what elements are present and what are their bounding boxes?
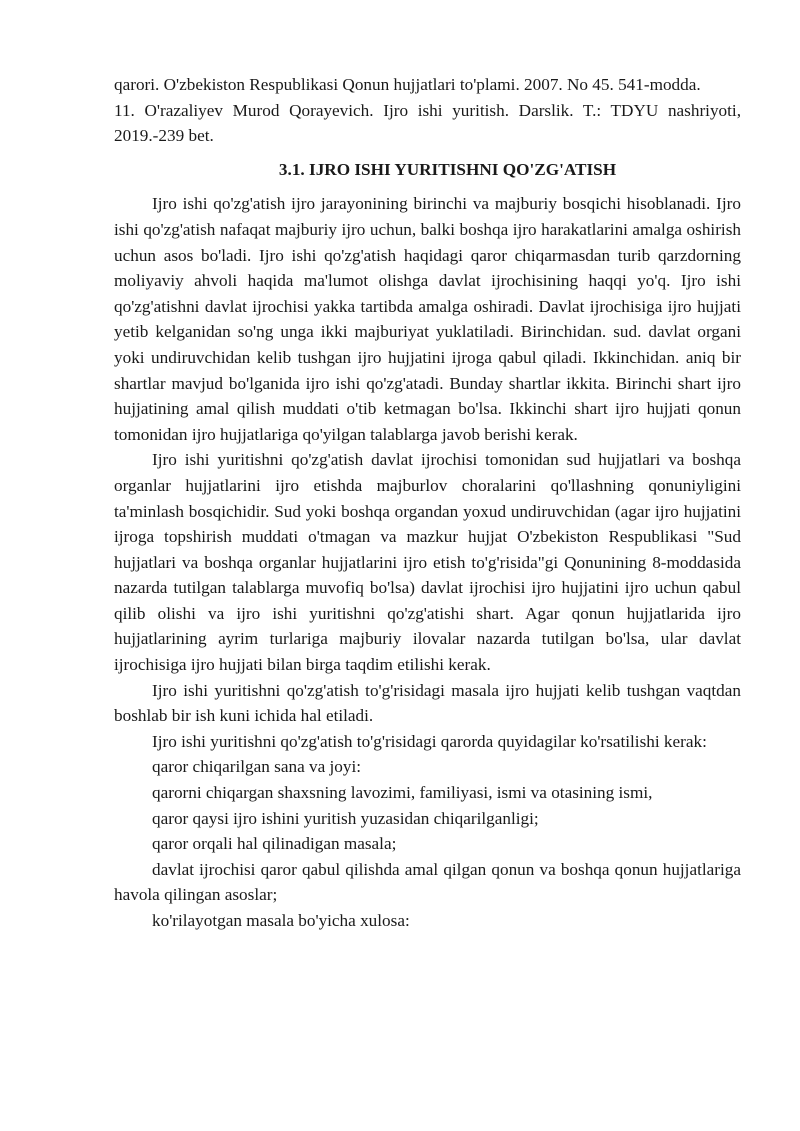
- body-paragraph: Ijro ishi qo'zg'atish ijro jarayonining birinchi va majburiy bosqichi hisoblanadi. Ijro ishi qo'zg'atish nafaqat majburiy ijro uchun, balki boshqa ijro harakatlarini amalga oshirish uchun asos bo'ladi. Ijro ishi qo'zg'atish haqidagi qaror chiqarmasdan turib qarzdorning moliyaviy ahvoli haqida ma'lumot olishga davlat ijrochisining haqqi yo'q. Ijro ishi qo'zg'atishni davlat ijrochisi yakka tartibda amalga oshiradi. Davlat ijrochisiga ijro hujjati yetib kelganidan so'ng unga ikki majburiyat yuklatiladi. Birinchidan. sud. davlat organi yoki undiruvchidan kelib tushgan ijro hujjatini ijroga qabul qiladi. Ikkinchidan. aniq bir shartlar mavjud bo'lganida ijro ishi qo'zg'atadi. Bunday shartlar ikkita. Birinchi shart ijro hujjatining amal qilish muddati o'tib ketmagan bo'lsa. Ikkinchi shart ijro hujjati qonun tomonidan ijro hujjatlariga qo'yilgan talablarga javob berishi kerak.: [114, 194, 741, 444]
- body-paragraph: Ijro ishi yuritishni qo'zg'atish to'g'risidagi qarorda quyidagilar ko'rsatilishi kerak:: [152, 731, 707, 751]
- reference-item: qarori. O'zbekiston Respublikasi Qonun hujjatlari to'plami. 2007. No 45. 541-modda.: [114, 75, 701, 94]
- body-paragraph: Ijro ishi yuritishni qo'zg'atish davlat ijrochisi tomonidan sud hujjatlari va boshqa organlar hujjatlarini ijro etishda majburlov choralarini qo'llashning qonuniyligini ta'minlash bosqichidir. Sud yoki boshqa organdan yoxud undiruvchidan (agar ijro hujjatini ijroga topshirish muddati o'tmagan va mazkur hujjat O'zbekiston Respublikasi "Sud hujjatlari va boshqa organlar hujjatlarini ijro etish to'g'risida"gi Qonunining 8-moddasida nazarda tutilgan talablarga muvofiq bo'lsa) davlat ijrochisi ijro hujjatini ijro uchun qabul qilib olishi va ijro ishi yuritishni qo'zg'atishi shart. Agar qonun hujjatlarida ijro hujjatlarining ayrim turlariga majburiy ilovalar nazarda tutilgan bo'lsa, ular davlat ijrochisiga ijro hujjati bilan birga taqdim etilishi kerak.: [114, 450, 741, 675]
- reference-item: 11. O'razaliyev Murod Qorayevich. Ijro ishi yuritish. Darslik. T.: TDYU nashriyoti, 2019.-239 bet.: [114, 100, 741, 146]
- list-item: ko'rilayotgan masala bo'yicha xulosa:: [152, 911, 410, 930]
- list-item: davlat ijrochisi qaror qabul qilishda amal qilgan qonun va boshqa qonun hujjatlariga havola qilingan asoslar;: [114, 859, 741, 905]
- list-item: qaror orqali hal qilinadigan masala;: [152, 834, 397, 854]
- section-title: 3.1. IJRO ISHI YURITISHNI QO'ZG'ATISH: [278, 159, 617, 179]
- document-page: [114, 72, 741, 934]
- list-item: qaror qaysi ijro ishini yuritish yuzasidan chiqarilganligi;: [152, 808, 539, 828]
- list-item: qarorni chiqargan shaxsning lavozimi, familiyasi, ismi va otasining ismi,: [152, 783, 653, 803]
- list-item: qaror chiqarilgan sana va joyi:: [152, 757, 362, 777]
- body-paragraph: Ijro ishi yuritishni qo'zg'atish to'g'risidagi masala ijro hujjati kelib tushgan vaqtdan boshlab bir ish kuni ichida hal etiladi.: [114, 680, 741, 726]
